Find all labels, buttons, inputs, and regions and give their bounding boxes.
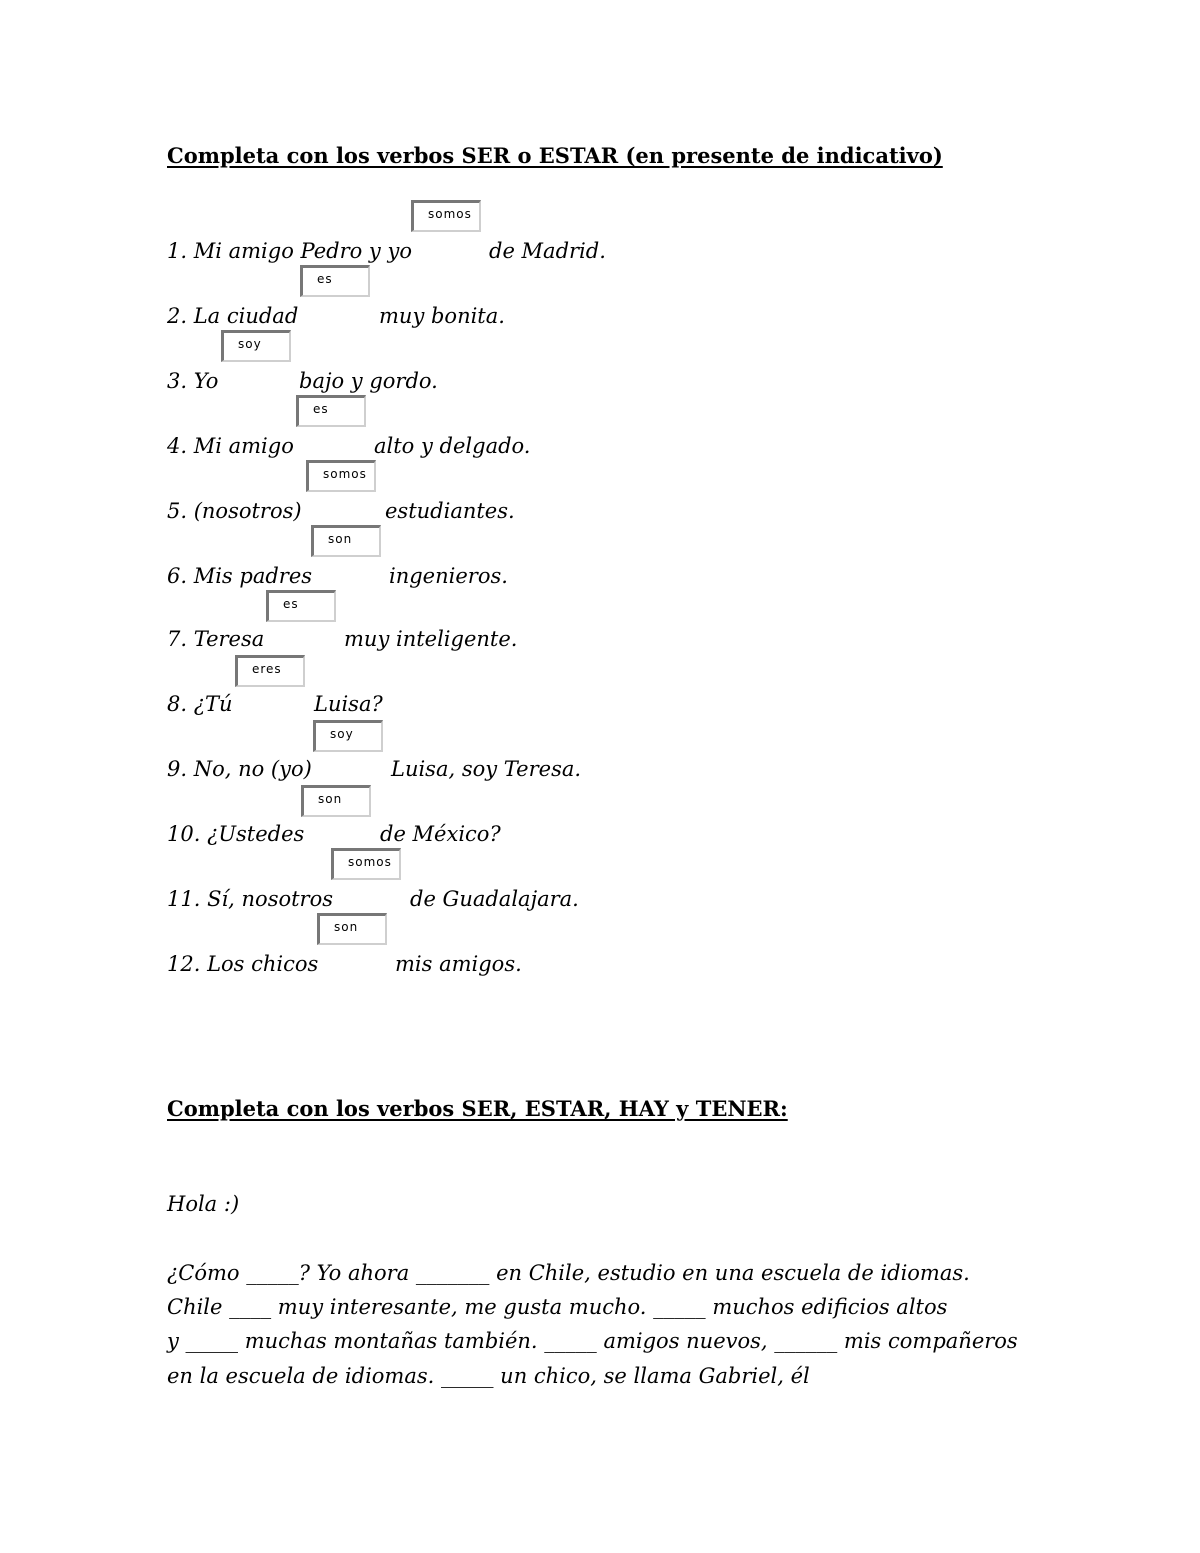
item-9-before: 9. No, no (yo) bbox=[167, 757, 312, 781]
letter-line-3: y _____ muchas montañas también. _____ amigos nuevos, ______ mis compañeros bbox=[167, 1329, 1018, 1353]
item-12-before: 12. Los chicos bbox=[167, 952, 319, 976]
answer-field-8[interactable]: eres bbox=[235, 655, 305, 687]
letter-line-1: ¿Cómo _____? Yo ahora _______ en Chile, estudio en una escuela de idiomas. bbox=[167, 1261, 970, 1285]
item-8-after: Luisa? bbox=[314, 692, 383, 716]
item-8-before: 8. ¿Tú bbox=[167, 692, 233, 716]
letter-greeting: Hola :) bbox=[167, 1192, 240, 1216]
item-7-after: muy inteligente. bbox=[344, 627, 518, 651]
item-6-before: 6. Mis padres bbox=[167, 564, 313, 588]
item-4-before: 4. Mi amigo bbox=[167, 434, 294, 458]
answer-field-9[interactable]: soy bbox=[313, 720, 383, 752]
answer-field-6[interactable]: son bbox=[311, 525, 381, 557]
answer-field-7[interactable]: es bbox=[266, 590, 336, 622]
answer-field-11[interactable]: somos bbox=[331, 848, 401, 880]
item-3-before: 3. Yo bbox=[167, 369, 219, 393]
answer-field-2[interactable]: es bbox=[300, 265, 370, 297]
item-2-before: 2. La ciudad bbox=[167, 304, 299, 328]
section1-heading: Completa con los verbos SER o ESTAR (en presente de indicativo) bbox=[167, 143, 943, 168]
item-1-after: de Madrid. bbox=[489, 239, 606, 263]
item-10-after: de México? bbox=[380, 822, 501, 846]
item-12-after: mis amigos. bbox=[395, 952, 522, 976]
answer-field-1[interactable]: somos bbox=[411, 200, 481, 232]
item-6-after: ingenieros. bbox=[389, 564, 508, 588]
item-4-after: alto y delgado. bbox=[374, 434, 531, 458]
item-10-before: 10. ¿Ustedes bbox=[167, 822, 305, 846]
item-3-after: bajo y gordo. bbox=[299, 369, 438, 393]
letter-line-2: Chile ____ muy interesante, me gusta mucho. _____ muchos edificios altos bbox=[167, 1295, 948, 1319]
answer-field-5[interactable]: somos bbox=[306, 460, 376, 492]
item-5-after: estudiantes. bbox=[385, 499, 515, 523]
item-7-before: 7. Teresa bbox=[167, 627, 265, 651]
answer-field-10[interactable]: son bbox=[301, 785, 371, 817]
answer-field-4[interactable]: es bbox=[296, 395, 366, 427]
item-11-after: de Guadalajara. bbox=[410, 887, 579, 911]
section2-heading: Completa con los verbos SER, ESTAR, HAY y TENER: bbox=[167, 1096, 788, 1121]
answer-field-12[interactable]: son bbox=[317, 913, 387, 945]
answer-field-3[interactable]: soy bbox=[221, 330, 291, 362]
item-5-before: 5. (nosotros) bbox=[167, 499, 302, 523]
item-11-before: 11. Sí, nosotros bbox=[167, 887, 334, 911]
item-1-before: 1. Mi amigo Pedro y yo bbox=[167, 239, 412, 263]
item-2-after: muy bonita. bbox=[379, 304, 505, 328]
letter-line-4: en la escuela de idiomas. _____ un chico, se llama Gabriel, él bbox=[167, 1364, 810, 1388]
item-9-after: Luisa, soy Teresa. bbox=[391, 757, 582, 781]
